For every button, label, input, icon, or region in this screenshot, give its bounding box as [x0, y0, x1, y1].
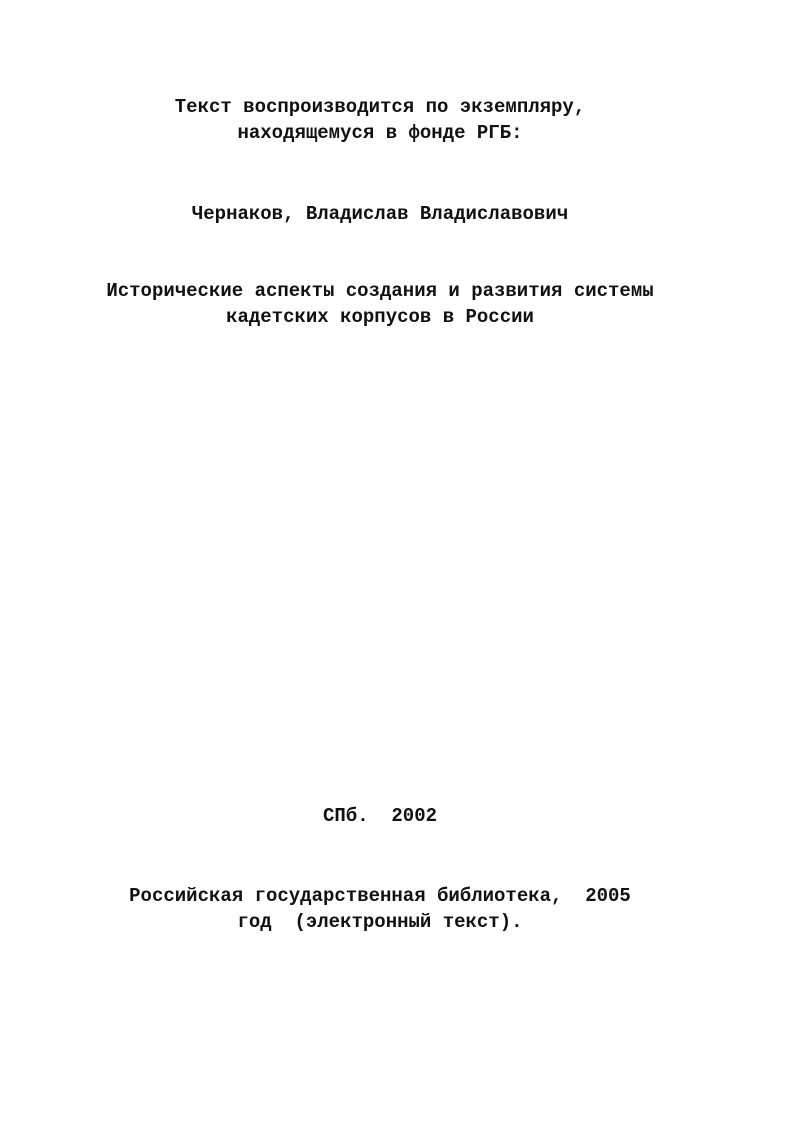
imprint-place-year: СПб. 2002: [322, 805, 438, 827]
author-name: Чернаков, Владислав Владиславович: [191, 203, 569, 225]
source-note-line-2: находящемуся в фонде РГБ:: [237, 122, 523, 144]
document-title-line-1: Исторические аспекты создания и развития системы: [106, 280, 654, 302]
footer-line-1: Российская государственная библиотека, 2005: [129, 885, 631, 907]
footer-line-2: год (электронный текст).: [237, 911, 523, 933]
source-note-line-1: Текст воспроизводится по экземпляру,: [174, 96, 586, 118]
document-title-line-2: кадетских корпусов в России: [226, 306, 534, 328]
